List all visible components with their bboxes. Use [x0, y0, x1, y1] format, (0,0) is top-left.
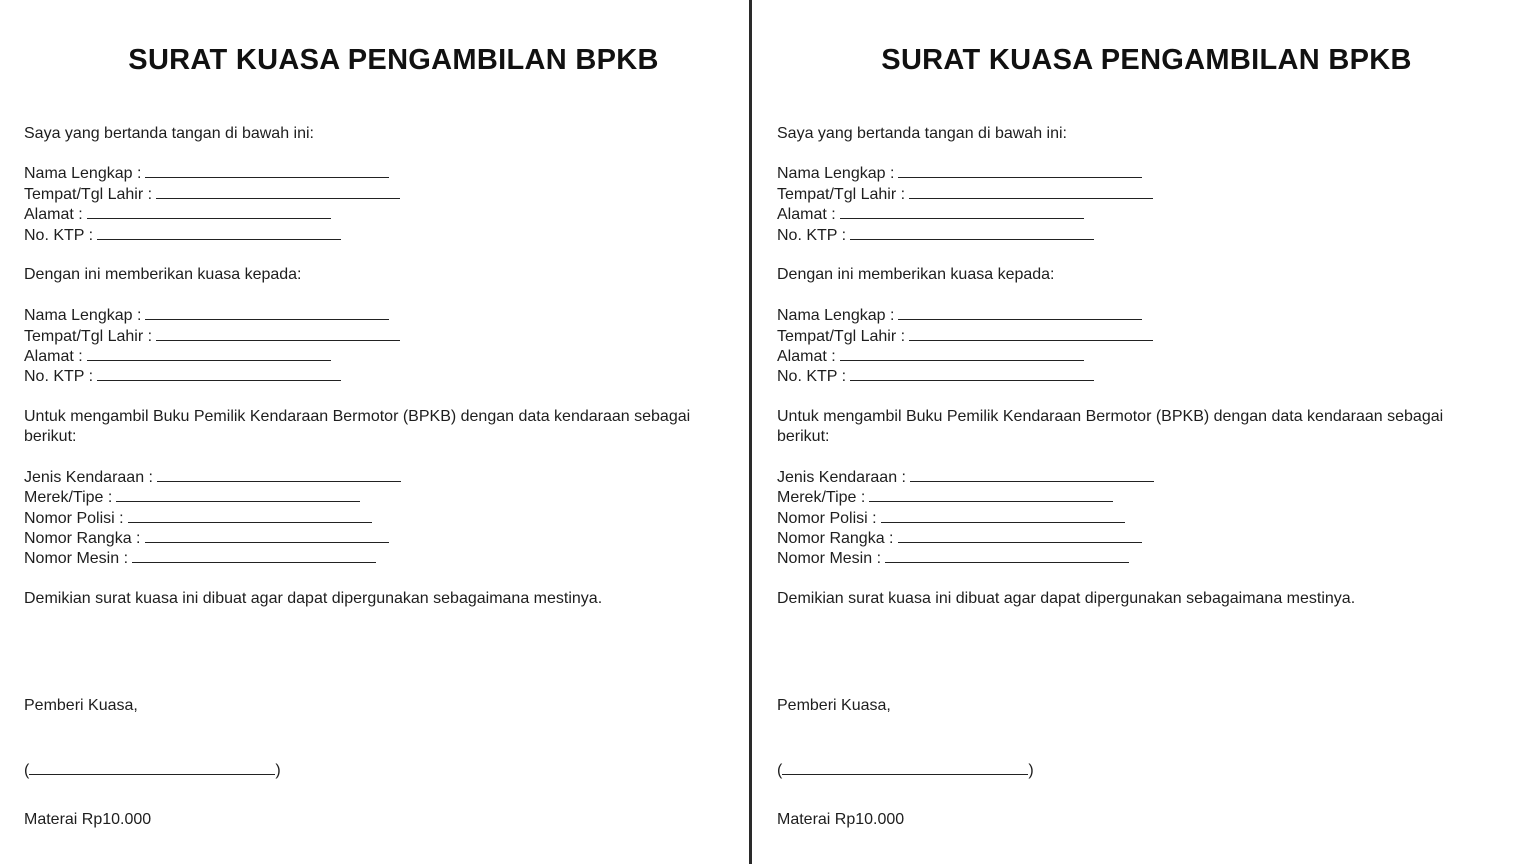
field-label: Nomor Polisi : — [777, 510, 877, 527]
purpose-text: Untuk mengambil Buku Pemilik Kendaraan Bermotor (BPKB) dengan data kendaraan sebagai berikut: — [24, 408, 691, 445]
field-blank-line[interactable] — [909, 184, 1153, 199]
grantor-field — [777, 184, 1153, 205]
field-label: Merek/Tipe : — [24, 489, 113, 506]
signature-open-paren: ( — [24, 762, 30, 779]
field-blank-line[interactable] — [869, 487, 1113, 502]
field-label: Nomor Polisi : — [24, 510, 124, 527]
vehicle-field — [777, 528, 1142, 549]
field-blank-line[interactable] — [910, 467, 1154, 482]
closing-text: Demikian surat kuasa ini dibuat agar dapat dipergunakan sebagaimana mestinya. — [777, 590, 1356, 607]
field-label: No. KTP : — [777, 368, 847, 385]
grantor-field — [24, 184, 400, 205]
field-label: Nama Lengkap : — [777, 307, 895, 324]
grantee-field — [777, 326, 1153, 347]
field-label: Tempat/Tgl Lahir : — [777, 186, 906, 203]
field-label: Nama Lengkap : — [777, 165, 895, 182]
grantor-field — [24, 225, 341, 246]
vehicle-field — [24, 508, 372, 529]
purpose-text: Untuk mengambil Buku Pemilik Kendaraan Bermotor (BPKB) dengan data kendaraan sebagai berikut: — [777, 408, 1444, 445]
field-label: Nomor Mesin : — [777, 550, 882, 567]
signature-close-paren: ) — [275, 762, 281, 779]
signature-blank[interactable] — [29, 758, 275, 775]
grantor-field — [24, 204, 331, 225]
vehicle-field — [777, 487, 1113, 508]
grantor-field — [777, 204, 1084, 225]
field-blank-line[interactable] — [885, 548, 1129, 563]
field-blank-line[interactable] — [156, 184, 400, 199]
grantor-field — [24, 163, 389, 184]
grantee-field — [24, 366, 341, 387]
field-label: Nomor Rangka : — [777, 530, 894, 547]
grantee-field — [24, 346, 331, 367]
field-blank-line[interactable] — [145, 305, 389, 320]
field-label: Alamat : — [777, 348, 836, 365]
field-blank-line[interactable] — [840, 204, 1084, 219]
field-label: Merek/Tipe : — [777, 489, 866, 506]
field-blank-line[interactable] — [850, 225, 1094, 240]
stamp-duty-text: Materai Rp10.000 — [24, 811, 152, 828]
grantee-field — [777, 305, 1142, 326]
field-label: No. KTP : — [24, 368, 94, 385]
signature-line — [777, 758, 1034, 781]
vehicle-field — [777, 467, 1154, 488]
intro-text: Saya yang bertanda tangan di bawah ini: — [777, 125, 1067, 142]
intro-text: Saya yang bertanda tangan di bawah ini: — [24, 125, 314, 142]
field-blank-line[interactable] — [132, 548, 376, 563]
grantor-field — [777, 163, 1142, 184]
field-label: Alamat : — [24, 348, 83, 365]
field-blank-line[interactable] — [909, 326, 1153, 341]
document-page-2 — [753, 0, 1536, 864]
signature-close-paren: ) — [1028, 762, 1034, 779]
field-label: No. KTP : — [777, 227, 847, 244]
field-blank-line[interactable] — [87, 346, 331, 361]
field-blank-line[interactable] — [157, 467, 401, 482]
vehicle-field — [24, 528, 389, 549]
field-label: Alamat : — [777, 206, 836, 223]
field-blank-line[interactable] — [128, 508, 372, 523]
signature-open-paren: ( — [777, 762, 783, 779]
document-title: SURAT KUASA PENGAMBILAN BPKB — [881, 44, 1412, 76]
grantee-field — [777, 346, 1084, 367]
field-blank-line[interactable] — [156, 326, 400, 341]
grantor-field — [777, 225, 1094, 246]
field-blank-line[interactable] — [145, 528, 389, 543]
field-label: Tempat/Tgl Lahir : — [24, 328, 153, 345]
vehicle-field — [777, 548, 1129, 569]
field-label: Jenis Kendaraan : — [777, 469, 906, 486]
field-blank-line[interactable] — [898, 528, 1142, 543]
field-label: No. KTP : — [24, 227, 94, 244]
field-label: Nomor Rangka : — [24, 530, 141, 547]
field-blank-line[interactable] — [97, 225, 341, 240]
page-divider — [749, 0, 752, 864]
field-label: Alamat : — [24, 206, 83, 223]
field-label: Nomor Mesin : — [24, 550, 129, 567]
signature-line — [24, 758, 281, 781]
field-blank-line[interactable] — [145, 163, 389, 178]
field-blank-line[interactable] — [898, 305, 1142, 320]
grant-text: Dengan ini memberikan kuasa kepada: — [24, 266, 302, 283]
vehicle-field — [24, 467, 401, 488]
signer-label: Pemberi Kuasa, — [24, 697, 138, 714]
document-title: SURAT KUASA PENGAMBILAN BPKB — [128, 44, 659, 76]
signature-blank[interactable] — [782, 758, 1028, 775]
grantee-field — [24, 326, 400, 347]
field-label: Tempat/Tgl Lahir : — [24, 186, 153, 203]
stamp-duty-text: Materai Rp10.000 — [777, 811, 905, 828]
signer-label: Pemberi Kuasa, — [777, 697, 891, 714]
grantee-field — [24, 305, 389, 326]
vehicle-field — [777, 508, 1125, 529]
document-page-1 — [0, 0, 749, 864]
grantee-field — [777, 366, 1094, 387]
grant-text: Dengan ini memberikan kuasa kepada: — [777, 266, 1055, 283]
field-label: Nama Lengkap : — [24, 165, 142, 182]
field-blank-line[interactable] — [97, 366, 341, 381]
field-label: Nama Lengkap : — [24, 307, 142, 324]
vehicle-field — [24, 548, 376, 569]
field-blank-line[interactable] — [87, 204, 331, 219]
field-label: Tempat/Tgl Lahir : — [777, 328, 906, 345]
vehicle-field — [24, 487, 360, 508]
field-blank-line[interactable] — [116, 487, 360, 502]
closing-text: Demikian surat kuasa ini dibuat agar dapat dipergunakan sebagaimana mestinya. — [24, 590, 603, 607]
field-blank-line[interactable] — [840, 346, 1084, 361]
field-blank-line[interactable] — [898, 163, 1142, 178]
field-blank-line[interactable] — [881, 508, 1125, 523]
field-label: Jenis Kendaraan : — [24, 469, 153, 486]
field-blank-line[interactable] — [850, 366, 1094, 381]
